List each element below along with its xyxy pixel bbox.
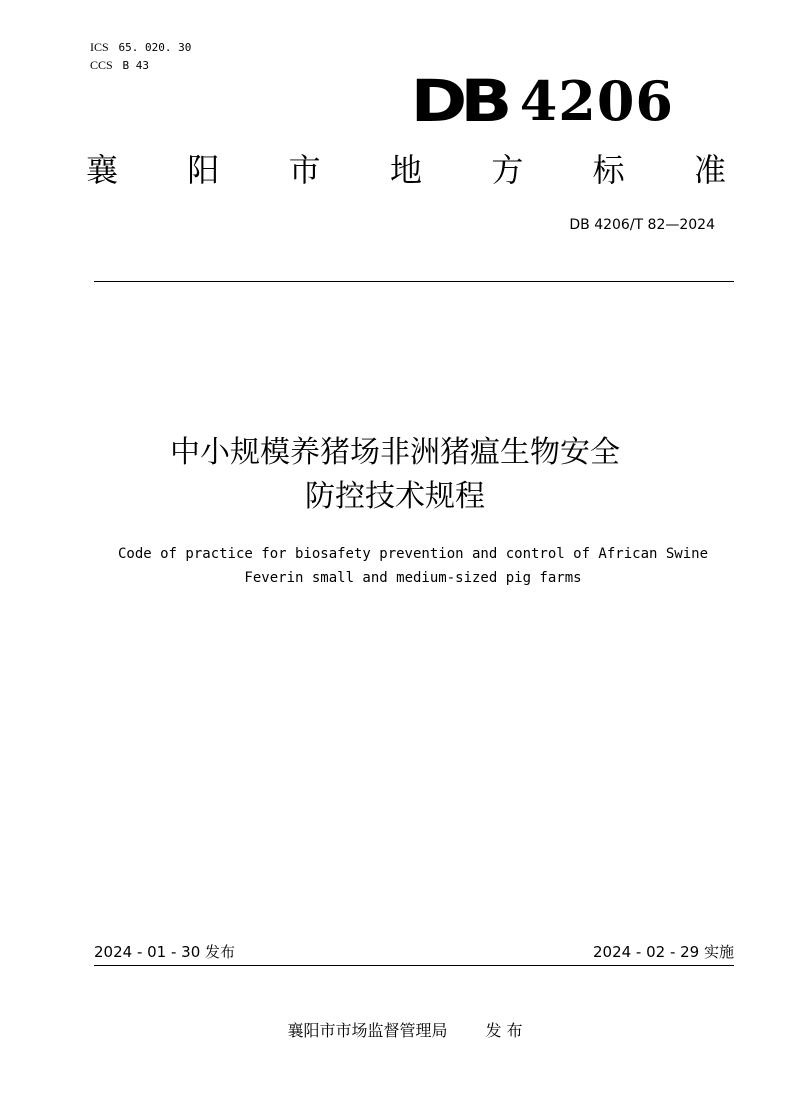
ics-code (90, 40, 191, 55)
ics-label: ICS (90, 40, 109, 54)
ccs-value: B 43 (122, 59, 150, 72)
standard-type-char: 阳 (187, 151, 220, 189)
standard-number: DB 4206/T 82—2024 (569, 217, 715, 233)
standard-type-char: 准 (693, 151, 726, 189)
title-en-line-2: Feverin small and medium-sized pig farms (244, 570, 582, 586)
ccs-label: CCS (90, 58, 113, 72)
implementation-date: 2024 - 02 - 29 实施 (592, 943, 734, 961)
ccs-code (90, 58, 149, 73)
db-standard-mark (410, 64, 674, 135)
standard-type-char: 方 (491, 151, 524, 189)
standard-type-title (86, 150, 726, 190)
ics-value: 65. 020. 30 (118, 41, 192, 54)
db-mark-letters: DB (410, 67, 506, 135)
issue-date: 2024 - 01 - 30 发布 (94, 943, 236, 961)
db-mark-number: 4206 (519, 69, 674, 133)
standard-type-char: 标 (592, 151, 625, 189)
publisher-line (0, 1020, 790, 1042)
footer-divider (94, 965, 734, 966)
standard-type-char: 襄 (86, 151, 119, 189)
title-en-line-1: Code of practice for biosafety prevention and control of African Swine (117, 546, 708, 562)
publisher-name: 襄阳市市场监督管理局 (287, 1021, 448, 1040)
header-divider (94, 281, 734, 282)
title-zh-line-2: 防控技术规程 (305, 479, 485, 514)
title-zh-line-1: 中小规模养猪场非洲猪瘟生物安全 (170, 435, 620, 470)
publish-action: 发 布 (485, 1021, 523, 1040)
standard-type-char: 市 (288, 151, 321, 189)
standard-type-char: 地 (389, 151, 422, 189)
